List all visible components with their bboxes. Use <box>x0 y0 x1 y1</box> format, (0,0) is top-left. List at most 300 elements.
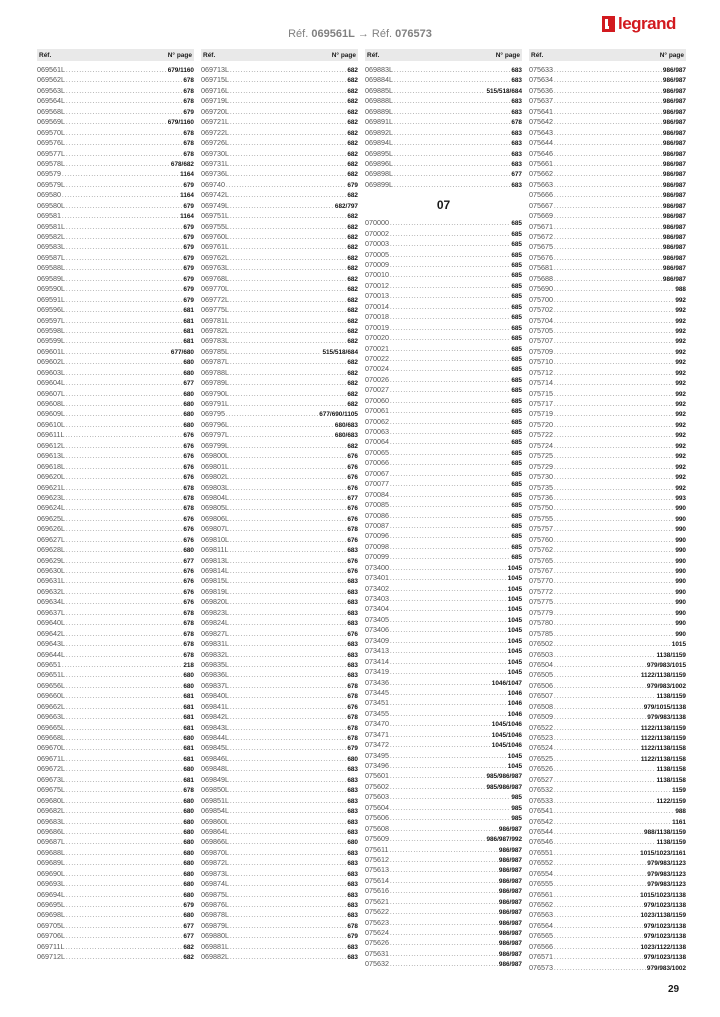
dot-leader <box>230 108 346 117</box>
page-reference: 986/987 <box>498 846 522 854</box>
dot-leader <box>230 233 346 242</box>
reference-code: 069866L <box>201 837 229 847</box>
index-row <box>201 232 358 242</box>
dot-leader <box>230 285 346 294</box>
index-row <box>529 639 686 649</box>
reference-code: 069693L <box>37 879 65 889</box>
page-reference: 1122/1159 <box>656 797 686 805</box>
dot-leader <box>66 588 182 597</box>
page-reference: 685 <box>511 408 522 416</box>
dot-leader <box>554 233 662 242</box>
index-row <box>529 316 686 326</box>
index-row <box>529 441 686 451</box>
index-row <box>201 336 358 346</box>
reference-code: 069782L <box>201 325 229 335</box>
index-row <box>37 650 194 660</box>
reference-code: 073402 <box>365 583 389 593</box>
index-row <box>37 545 194 555</box>
reference-code: 069689L <box>37 858 65 868</box>
index-column <box>529 49 686 973</box>
dot-leader <box>66 577 182 586</box>
index-row <box>365 646 522 656</box>
index-row <box>37 368 194 378</box>
reference-code: 070063 <box>365 427 389 436</box>
reference-code: 069882L <box>201 952 229 962</box>
reference-code: 069675L <box>37 785 65 795</box>
reference-code: 075621 <box>365 896 389 906</box>
dot-leader <box>66 400 182 409</box>
reference-code: 069673L <box>37 774 65 784</box>
reference-code: 069790L <box>201 388 229 398</box>
reference-code: 069837L <box>201 680 229 690</box>
index-row <box>37 65 194 75</box>
dot-leader <box>230 536 346 545</box>
reference-code: 069761L <box>201 242 229 252</box>
dot-leader <box>390 699 507 708</box>
dot-leader <box>66 306 182 315</box>
reference-code: 069644L <box>37 649 65 659</box>
reference-code: 073409 <box>365 635 389 645</box>
index-row <box>37 201 194 211</box>
index-row <box>201 931 358 941</box>
dot-leader <box>230 421 334 430</box>
dot-leader <box>230 891 346 900</box>
dot-leader <box>66 609 182 618</box>
dot-leader <box>390 240 510 249</box>
reference-code: 075765 <box>529 555 553 565</box>
reference-code: 069706L <box>37 931 65 941</box>
page-reference: 1045 <box>507 564 522 572</box>
index-row <box>365 573 522 583</box>
page-reference: 683 <box>347 881 358 889</box>
page-reference: 680 <box>183 818 194 826</box>
reference-code: 069795 <box>201 409 225 419</box>
page-reference: 1045 <box>507 763 522 770</box>
dot-leader <box>230 442 346 451</box>
index-row <box>37 942 194 952</box>
page-reference: 683 <box>511 140 522 148</box>
reference-code: 069884L <box>365 75 393 85</box>
index-row <box>201 681 358 691</box>
reference-code: 069736L <box>201 169 229 179</box>
page-reference: 683 <box>347 954 358 962</box>
reference-code: 075780 <box>529 618 553 628</box>
index-row <box>529 670 686 680</box>
page-reference: 1046 <box>507 700 522 708</box>
page-reference: 685 <box>511 282 522 290</box>
index-row <box>529 305 686 315</box>
dot-leader <box>230 692 346 701</box>
page-reference: 685 <box>511 241 522 249</box>
dot-leader <box>394 118 510 127</box>
reference-code: 069807L <box>201 524 229 534</box>
dot-leader <box>230 452 346 461</box>
dot-leader <box>390 929 498 938</box>
index-row <box>365 792 522 802</box>
page-reference: 990 <box>675 505 686 513</box>
index-row <box>37 316 194 326</box>
reference-code: 069899L <box>365 179 393 189</box>
dot-leader <box>66 139 182 148</box>
page-reference: 685 <box>511 314 522 322</box>
page-reference: 979/1023/1138 <box>643 902 686 909</box>
index-row <box>529 159 686 169</box>
dot-leader <box>230 243 346 252</box>
dot-leader <box>390 804 510 813</box>
index-row <box>365 75 522 85</box>
dot-leader <box>390 491 510 500</box>
reference-code: 069651L <box>37 670 65 680</box>
index-row <box>365 333 522 343</box>
page-reference: 679 <box>183 244 194 252</box>
index-row <box>201 472 358 482</box>
dot-leader <box>230 755 346 764</box>
reference-code: 069632L <box>37 586 65 596</box>
index-row <box>529 138 686 148</box>
dot-leader <box>230 849 346 858</box>
reference-code: 069801L <box>201 461 229 471</box>
reference-code: 069819L <box>201 586 229 596</box>
reference-code: 075767 <box>529 566 553 575</box>
dot-leader <box>230 212 346 221</box>
page-reference: 683 <box>511 129 522 137</box>
column-header-ref: Réf. <box>39 51 52 59</box>
reference-code: 073403 <box>365 594 389 603</box>
dot-leader <box>230 724 346 733</box>
dot-leader <box>66 818 182 827</box>
dot-leader <box>230 118 346 127</box>
page-reference: 676 <box>183 588 194 596</box>
dot-leader <box>66 765 182 774</box>
reference-code: 076509 <box>529 712 553 722</box>
reference-code: 069588L <box>37 263 65 273</box>
reference-code: 069806L <box>201 513 229 523</box>
page-reference: 683 <box>347 588 358 596</box>
dot-leader <box>66 264 182 273</box>
index-row <box>201 806 358 816</box>
reference-code: 069640L <box>37 618 65 628</box>
reference-code: 069835L <box>201 659 229 669</box>
page-reference: 1015 <box>671 641 686 649</box>
reference-code: 069815L <box>201 576 229 586</box>
index-row <box>201 409 358 419</box>
page-reference: 683 <box>347 891 358 899</box>
reference-code: 069802L <box>201 472 229 482</box>
index-row <box>365 552 522 562</box>
reference-code: 070087 <box>365 520 389 530</box>
index-row <box>201 942 358 952</box>
page-reference: 979/1023/1138 <box>643 933 686 941</box>
reference-code: 069570L <box>37 127 65 137</box>
index-row <box>37 764 194 774</box>
index-row <box>529 723 686 733</box>
reference-code: 075719 <box>529 409 553 419</box>
index-row <box>365 521 522 531</box>
page-reference: 1122/1138/1159 <box>640 724 686 732</box>
reference-code: 069563L <box>37 85 65 95</box>
page-reference: 683 <box>347 818 358 826</box>
reference-code: 070012 <box>365 280 389 290</box>
reference-code: 075681 <box>529 263 553 273</box>
page-reference: 683 <box>511 67 522 74</box>
dot-leader <box>554 223 662 232</box>
reference-code: 069864L <box>201 826 229 836</box>
index-row <box>37 305 194 315</box>
dot-leader <box>66 953 182 962</box>
page-reference: 682 <box>347 401 358 408</box>
index-row <box>37 347 194 357</box>
dot-leader <box>554 671 640 680</box>
page-reference: 685 <box>511 554 522 562</box>
dot-leader <box>226 410 318 419</box>
index-row <box>37 75 194 85</box>
dot-leader <box>554 922 643 931</box>
dot-leader <box>230 703 346 712</box>
dot-leader <box>66 275 182 284</box>
page-reference: 979/983/1015 <box>646 661 686 669</box>
page-reference: 682 <box>347 296 358 304</box>
index-column <box>365 49 522 973</box>
reference-code: 069881L <box>201 941 229 951</box>
index-row <box>365 959 522 969</box>
index-row <box>201 723 358 733</box>
reference-code: 069682L <box>37 806 65 816</box>
dot-leader <box>554 400 674 409</box>
reference-code: 070060 <box>365 395 389 405</box>
reference-code: 073404 <box>365 604 389 614</box>
reference-code: 075750 <box>529 503 553 513</box>
index-row <box>365 782 522 792</box>
page-reference: 683 <box>347 672 358 680</box>
index-row <box>37 524 194 534</box>
page-reference: 992 <box>675 474 686 482</box>
page-reference: 682 <box>347 77 358 85</box>
page-reference: 988 <box>675 808 686 816</box>
index-row <box>37 86 194 96</box>
dot-leader <box>390 574 507 583</box>
dot-leader <box>230 797 346 806</box>
dot-leader <box>390 271 510 280</box>
index-row <box>37 629 194 639</box>
page-reference: 1045/1046 <box>491 731 522 739</box>
column-header-page: N° page <box>659 51 684 59</box>
reference-code: 070002 <box>365 228 389 238</box>
index-row <box>529 75 686 85</box>
page-number: 29 <box>668 984 680 995</box>
reference-code: 069820L <box>201 597 229 607</box>
page-reference: 1138/1158 <box>656 766 686 774</box>
page-reference: 986/987 <box>662 108 686 116</box>
reference-code: 076525 <box>529 753 553 763</box>
index-row <box>201 712 358 722</box>
page-reference: 681 <box>183 703 194 711</box>
dot-leader <box>230 953 346 962</box>
page-reference: 986/987 <box>498 961 522 969</box>
reference-code: 075667 <box>529 200 553 210</box>
dot-leader <box>394 150 510 159</box>
reference-code: 069607L <box>37 388 65 398</box>
dot-leader <box>394 108 510 117</box>
page-reference: 685 <box>511 512 522 520</box>
reference-code: 075770 <box>529 576 553 586</box>
page-reference: 682 <box>347 244 358 252</box>
reference-code: 069742L <box>201 190 229 200</box>
index-row <box>37 587 194 597</box>
reference-code: 076532 <box>529 785 553 795</box>
dot-leader <box>554 410 674 419</box>
reference-code: 069569L <box>37 117 65 127</box>
dot-leader <box>230 880 346 889</box>
page-reference: 990 <box>675 630 686 638</box>
page-reference: 683 <box>347 828 358 836</box>
page-reference: 682 <box>347 87 358 95</box>
dot-leader <box>554 859 646 868</box>
dot-leader <box>554 484 674 493</box>
index-row <box>529 764 686 774</box>
dot-leader <box>66 484 182 493</box>
page-reference: 990 <box>675 515 686 523</box>
dot-leader <box>230 306 346 315</box>
index-row <box>37 462 194 472</box>
index-row <box>529 409 686 419</box>
index-row <box>529 514 686 524</box>
page-reference: 679 <box>347 933 358 941</box>
dot-leader <box>554 170 662 179</box>
page-reference: 992 <box>675 307 686 315</box>
dot-leader <box>554 880 646 889</box>
page-reference: 676 <box>347 453 358 461</box>
index-row <box>201 660 358 670</box>
index-row <box>529 858 686 868</box>
index-row <box>529 420 686 430</box>
index-row <box>365 500 522 510</box>
dot-leader <box>554 546 674 555</box>
page-reference: 683 <box>511 108 522 116</box>
index-row <box>529 96 686 106</box>
reference-code: 073451 <box>365 698 389 708</box>
reference-code: 069846L <box>201 753 229 763</box>
page-reference: 1161 <box>672 818 686 826</box>
dot-leader <box>66 223 182 232</box>
reference-code: 069813L <box>201 555 229 565</box>
reference-code: 073436 <box>365 677 389 687</box>
reference-code: 073400 <box>365 562 389 572</box>
page-reference: 678/682 <box>170 160 194 168</box>
page-reference: 685 <box>511 522 522 530</box>
dot-leader <box>66 703 182 712</box>
page-reference: 1164 <box>180 213 194 221</box>
dot-leader <box>390 877 498 886</box>
dot-leader <box>394 66 510 75</box>
dot-leader <box>554 943 640 952</box>
dot-leader <box>554 682 646 691</box>
section-heading: 07 <box>436 198 451 213</box>
dot-leader <box>554 66 662 75</box>
reference-code: 075622 <box>365 907 389 917</box>
index-row <box>529 921 686 931</box>
page-reference: 683 <box>347 641 358 649</box>
page-reference: 986/987 <box>662 275 686 283</box>
dot-leader <box>66 243 182 252</box>
dot-leader <box>390 898 498 907</box>
reference-code: 075676 <box>529 252 553 262</box>
index-row <box>37 733 194 743</box>
index-row <box>529 378 686 388</box>
page-reference: 685 <box>511 449 522 457</box>
reference-code: 069850L <box>201 785 229 795</box>
reference-code: 069760L <box>201 232 229 241</box>
dot-leader <box>66 494 182 503</box>
page-reference: 681 <box>183 714 194 722</box>
reference-code: 075642 <box>529 117 553 127</box>
page-reference: 678 <box>347 724 358 732</box>
page-reference: 992 <box>675 296 686 304</box>
dot-leader <box>554 337 674 346</box>
dot-leader <box>390 637 507 646</box>
page-reference: 988/1138/1159 <box>644 828 686 836</box>
reference-code: 073471 <box>365 729 389 739</box>
page-reference: 677/690/1105 <box>319 411 358 419</box>
dot-leader <box>230 369 346 378</box>
page-reference: 986/987 <box>662 98 686 106</box>
index-row <box>201 890 358 900</box>
dot-leader <box>554 849 639 858</box>
index-row <box>37 242 194 252</box>
dot-leader <box>390 585 507 594</box>
reference-code: 069873L <box>201 868 229 878</box>
reference-code: 069895L <box>365 148 393 158</box>
reference-code: 075717 <box>529 399 553 408</box>
dot-leader <box>66 630 182 639</box>
index-row <box>201 670 358 680</box>
page-reference: 683 <box>347 860 358 868</box>
reference-code: 075775 <box>529 597 553 607</box>
dot-leader <box>390 522 510 531</box>
page-reference: 680 <box>183 828 194 836</box>
page-reference: 683 <box>511 150 522 158</box>
page-reference: 986/987 <box>662 192 686 200</box>
page-reference: 680 <box>183 860 194 868</box>
reference-code: 069642L <box>37 628 65 638</box>
index-row <box>37 702 194 712</box>
reference-code: 070021 <box>365 343 389 353</box>
page-reference: 683 <box>347 547 358 555</box>
index-row <box>365 469 522 479</box>
reference-code: 069705L <box>37 920 65 930</box>
reference-code: 075722 <box>529 430 553 440</box>
index-row <box>201 451 358 461</box>
dot-leader <box>554 463 674 472</box>
reference-code: 075623 <box>365 917 389 927</box>
reference-code: 075690 <box>529 284 553 294</box>
page-reference: 683 <box>347 609 358 617</box>
index-row <box>37 848 194 858</box>
reference-code: 069590L <box>37 284 65 294</box>
page-reference: 1164 <box>180 171 194 179</box>
page-reference: 680 <box>183 390 194 398</box>
index-row <box>529 754 686 764</box>
index-row <box>529 128 686 138</box>
dot-leader <box>230 202 334 211</box>
reference-code: 069889L <box>365 106 393 116</box>
page-reference: 682 <box>347 223 358 231</box>
dot-leader <box>65 431 182 440</box>
page-reference: 986/987 <box>662 67 686 74</box>
index-row <box>529 472 686 482</box>
dot-leader <box>230 431 334 440</box>
index-row <box>529 253 686 263</box>
page-reference: 682 <box>347 171 358 179</box>
